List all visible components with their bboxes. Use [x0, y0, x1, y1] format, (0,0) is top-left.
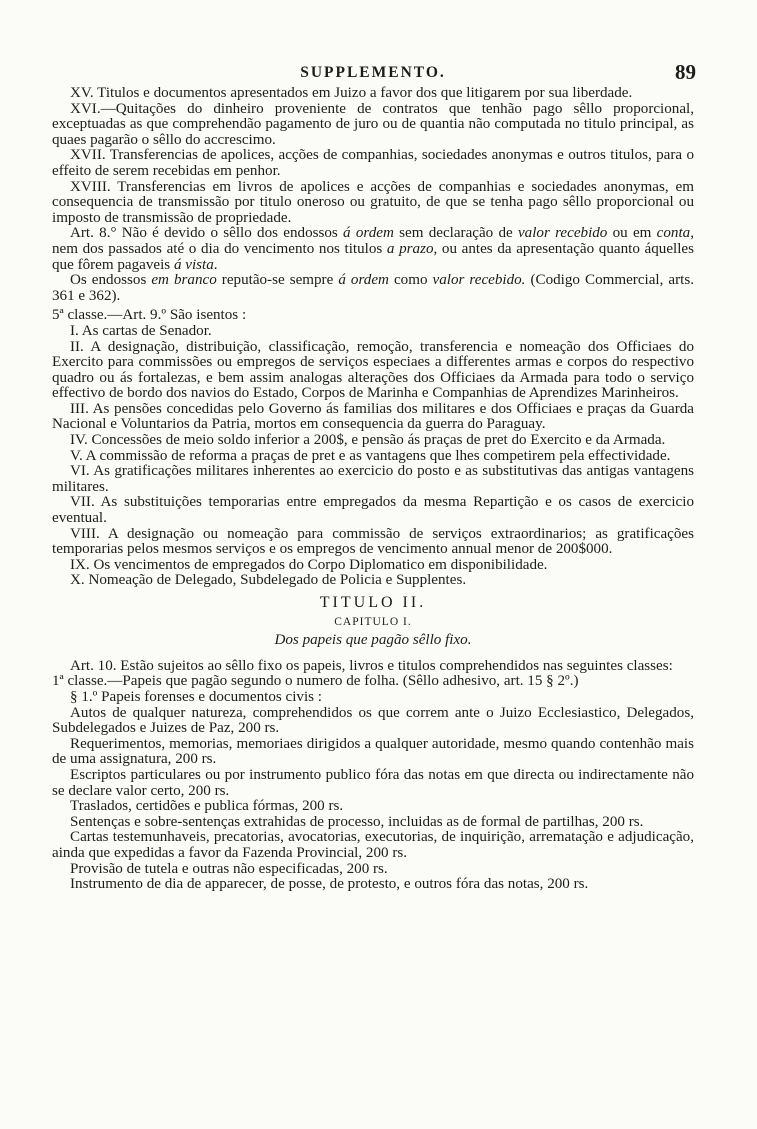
paragraph: XVIII. Transferencias em livros de apolices e acções de companhias e sociedades anonymas, em consequencia de transmissão por titulo oneroso ou gratuito, de que se tenha pago sêllo proporcional ou imposto de transmissão de propriedade. — [52, 178, 694, 226]
text-span: ou em — [607, 225, 657, 242]
italic-term: a prazo — [386, 240, 434, 257]
italic-term: á ordem — [343, 225, 394, 242]
paragraph: XVI.—Quitações do dinheiro proveniente de contratos que tenhão pago sêllo proporcional, exceptuadas as que comprehendão pagamento de juro ou de quantia não computada no titulo principal, as quaes pagarão o sêllo do accrescimo. — [52, 100, 694, 148]
running-head: SUPPLEMENTO. — [300, 64, 446, 81]
italic-term: á vista — [173, 256, 214, 273]
list-item: Sentenças e sobre-sentenças extrahidas de processo, incluidas as de formal de partilhas, 200 rs. — [70, 813, 644, 830]
list-item: III. As pensões concedidas pelo Governo ás familias dos militares e dos Officiaes e praças da Guarda Nacional e Voluntarios da Patria, mortos em consequencia da guerra do Paraguay. — [52, 400, 694, 433]
text-span: reputão-se sempre — [216, 272, 339, 289]
article-8-paragraph — [52, 226, 694, 273]
list-item: VII. As substituições temporarias entre empregados da mesma Repartição e os casos de exercicio eventual. — [52, 494, 694, 527]
list-item: X. Nomeação de Delegado, Subdelegado de Policia e Supplentes. — [70, 572, 467, 589]
italic-term: á ordem — [338, 272, 389, 289]
italic-term: valor recebido — [517, 225, 608, 242]
section-heading: § 1.º Papeis forenses e documentos civis : — [70, 688, 323, 705]
section-title: TITULO II. — [319, 594, 427, 611]
list-item: Instrumento de dia de apparecer, de posse, de protesto, e outros fóra das notas, 200 rs. — [70, 876, 589, 893]
text-span: . — [213, 256, 218, 273]
chapter-title: CAPITULO I. — [334, 615, 412, 628]
list-item: II. A designação, distribuição, classificação, remoção, transferencia e nomeação dos Officiaes do Exercito para commissões ou empregos de serviços especiaes a differentes armas e corpos do respectivo quadro ou ás fortalezas, e bem assim analogas alterações dos Officiaes da Armada para todo o serviço effectivo de bordo dos navios do Estado, Corpos de Marinha e Companhias de Aprendizes Marinheiros. — [52, 338, 694, 402]
list-item: Escriptos particulares ou por instrumento publico fóra das notas em que directa ou indirectamente não se declare valor certo, 200 rs. — [52, 766, 694, 799]
list-item: VIII. A designação ou nomeação para commissão de serviços extraordinarios; as gratificações temporarias pelos mesmos serviços e os empregos de vencimento annual menor de 200$000. — [52, 525, 694, 558]
list-item: Provisão de tutela e outras não especificadas, 200 rs. — [70, 860, 388, 877]
text-span: , ou antes da apresentação quanto áquelles que fôrem pagaveis — [52, 240, 694, 273]
list-item: I. As cartas de Senador. — [70, 322, 212, 339]
book-page — [52, 62, 694, 893]
paragraph: XVII. Transferencias de apolices, acções de companhias, sociedades anonymas e outros titulos, para o effeito de serem recebidas em penhor. — [52, 147, 694, 179]
list-item: IX. Os vencimentos de empregados do Corpo Diplomatico em disponibilidade. — [70, 556, 548, 573]
paragraph: Art. 10. Estão sujeitos ao sêllo fixo os papeis, livros e titulos comprehendidos nas seguintes classes: — [70, 657, 673, 674]
text-span: sem declaração de — [393, 225, 518, 242]
chapter-subtitle: Dos papeis que pagão sêllo fixo. — [274, 632, 472, 649]
text-span: Art. 8.° Não é devido o sêllo dos endossos — [70, 225, 344, 242]
text-span: , nem dos passados até o dia do vencimento nos titulos — [52, 225, 694, 257]
list-item: Requerimentos, memorias, memoriaes dirigidos a qualquer autoridade, mesmo quando contenhão mais de uma assignatura, 200 rs. — [52, 735, 694, 768]
page-header — [52, 62, 694, 86]
list-item: V. A commissão de reforma a praças de pret e as vantagens que lhes competirem pela effectividade. — [70, 447, 671, 464]
list-item: Autos de qualquer natureza, comprehendidos os que correm ante o Juizo Ecclesiastico, Delegados, Subdelegados e Juizes de Paz, 200 rs. — [52, 704, 694, 737]
paragraph: XV. Titulos e documentos apresentados em Juizo a favor dos que litigarem por sua liberdade. — [70, 85, 633, 101]
text-span: como — [388, 272, 433, 289]
page-body — [52, 86, 694, 893]
list-item: Traslados, certidões e publica fórmas, 200 rs. — [70, 798, 344, 815]
page-number: 89 — [675, 60, 696, 84]
endorsement-paragraph — [52, 273, 694, 304]
list-item: IV. Concessões de meio soldo inferior a 200$, e pensão ás praças de pret do Exercito e da Armada. — [70, 432, 666, 449]
text-span: (Codigo Commercial, arts. 361 e 362). — [52, 272, 694, 304]
class-heading: 1ª classe.—Papeis que pagão segundo o numero de folha. (Sêllo adhesivo, art. 15 § 2º.) — [52, 673, 579, 690]
italic-term: conta — [656, 225, 691, 242]
italic-term: valor recebido. — [432, 272, 526, 289]
class-heading: 5ª classe.—Art. 9.º São isentos : — [52, 307, 247, 324]
list-item: Cartas testemunhaveis, precatorias, avocatorias, executorias, de inquirição, arrematação e adjudicação, ainda que expedidas a favor da Fazenda Provincial, 200 rs. — [52, 829, 694, 861]
list-item: VI. As gratificações militares inherentes ao exercicio do posto e as substitutivas das antigas vantagens militares. — [52, 463, 694, 495]
text-span: Os endossos — [70, 272, 152, 289]
italic-term: em branco — [151, 272, 217, 289]
